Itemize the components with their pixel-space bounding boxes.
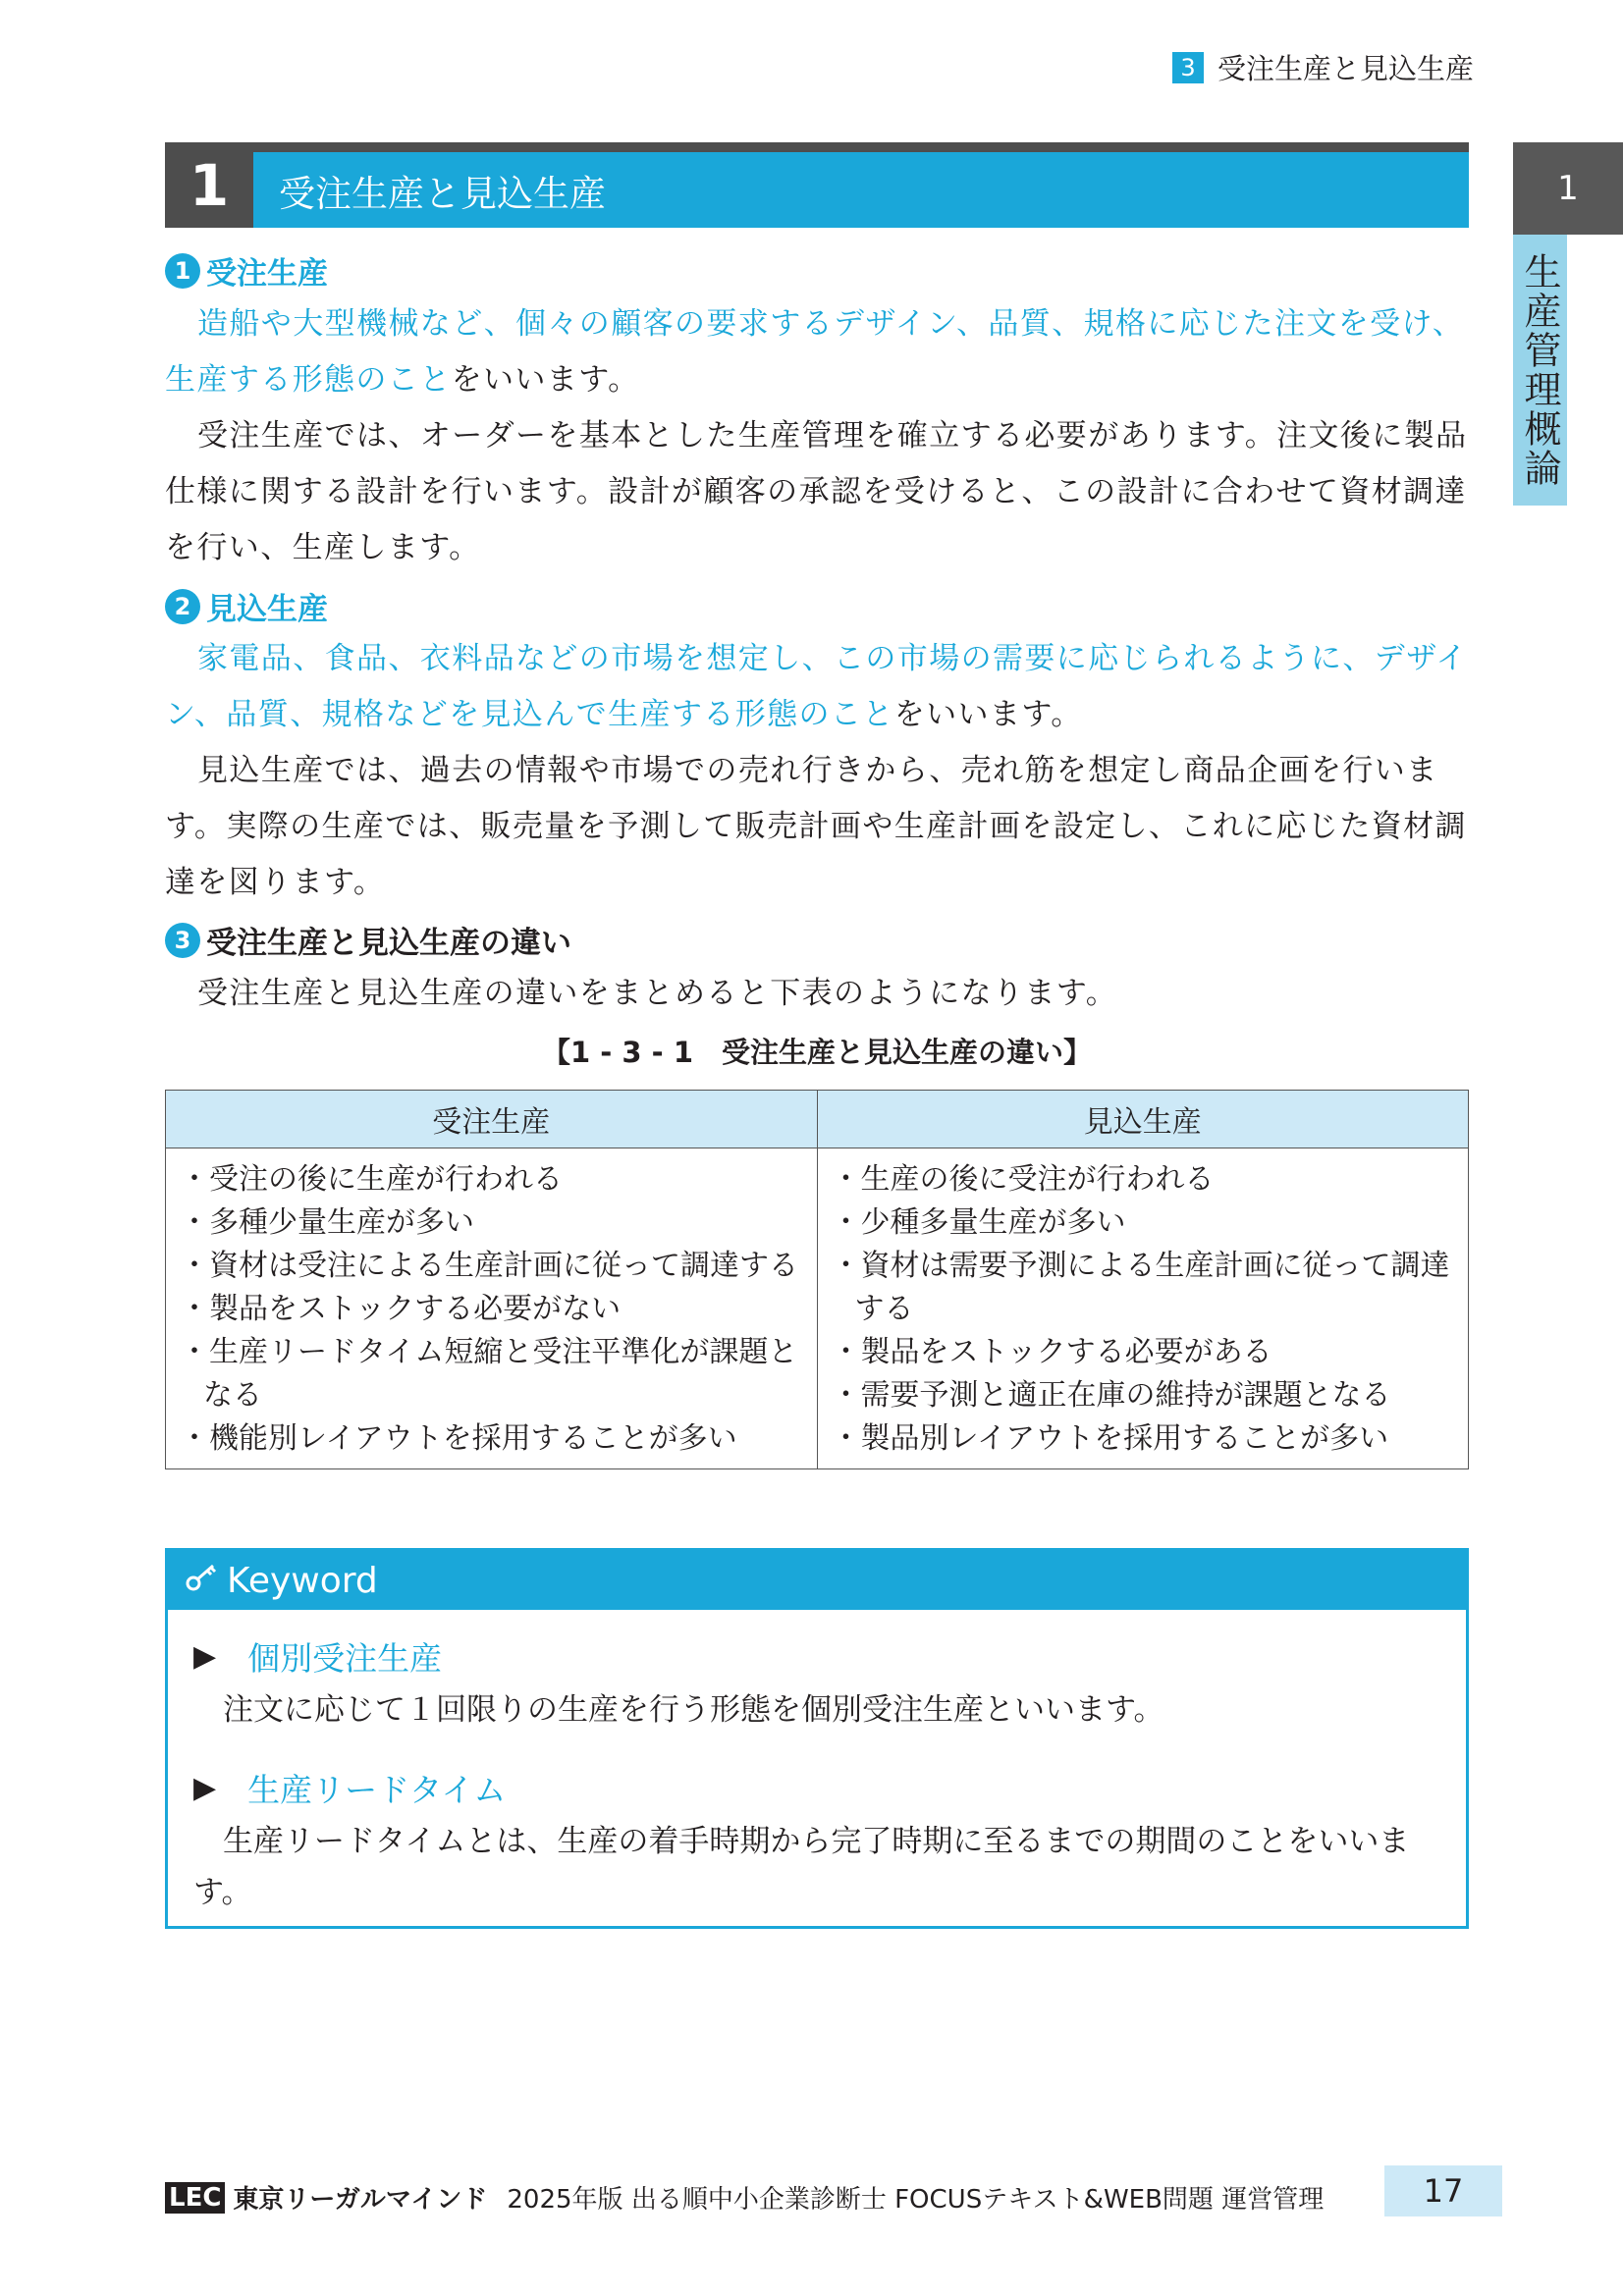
section-title: 受注生産と見込生産	[253, 152, 1469, 228]
list-item: ・製品をストックする必要がない	[180, 1292, 622, 1326]
chapter-tab	[1513, 142, 1623, 506]
sub2-paragraph-2: 見込生産では、過去の情報や市場での売れ行きから、売れ筋を想定し商品企画を行います。実際の生産では、販売量を予測して販売計画や生産計画を設定し、これに応じた資材調達を図ります。	[165, 753, 1467, 900]
list-item: ・少種多量生産が多い	[831, 1205, 1126, 1240]
section-rule	[165, 142, 1469, 152]
book-title: 2025年版 出る順中小企業診断士 FOCUSテキスト&WEB問題 運営管理	[507, 2185, 1325, 2215]
chapter-number: 1	[1513, 142, 1623, 235]
list-item: ・受注の後に生産が行われる	[180, 1162, 563, 1197]
keyword-text-2: 生産リードタイムとは、生産の着手時期から完了時期に至るまでの期間のことをいいます。	[193, 1824, 1410, 1910]
section-heading	[165, 142, 1469, 228]
lec-logo	[165, 2182, 227, 2214]
sub1-paragraph-2: 受注生産では、オーダーを基本とした生産管理を確立する必要があります。注文後に製品仕様に関する設計を行います。設計が顧客の承認を受けると、この設計に合わせて資材調達を行い、生産します。	[165, 418, 1468, 565]
keyword-term-2-label: 生産リードタイム	[247, 1771, 507, 1809]
list-item: ・製品別レイアウトを採用することが多い	[831, 1421, 1389, 1456]
running-header-number: 3	[1172, 52, 1204, 83]
chapter-title: 生産管理概論	[1513, 235, 1567, 506]
table-header-make-to-stock: 見込生産	[817, 1091, 1469, 1148]
list-item: ・製品をストックする必要がある	[831, 1335, 1272, 1369]
key-icon	[186, 1561, 219, 1601]
running-header	[1172, 47, 1474, 87]
sub1-paragraph-1	[165, 296, 1469, 408]
subheading-3-title: 受注生産と見込生産の違い	[206, 926, 571, 961]
running-header-title: 受注生産と見込生産	[1217, 52, 1474, 85]
list-item: ・資材は受注による生産計画に従って調達する	[180, 1249, 798, 1283]
triangle-right-icon: ▶	[193, 1639, 217, 1674]
subheading-3	[165, 918, 571, 962]
sub2-definition-tail: をいいます。	[893, 697, 1083, 732]
page-number: 17	[1384, 2165, 1502, 2216]
keyword-box	[165, 1548, 1469, 1929]
circle-number-3: 3	[165, 923, 200, 958]
sub3-body	[165, 966, 1469, 1022]
triangle-right-icon: ▶	[193, 1771, 217, 1805]
sub2-definition: 家電品、食品、衣料品などの市場を想定し、この市場の需要に応じられるように、デザイン、品質、規格などを見込んで生産する形態のこと	[165, 641, 1468, 732]
company-name: 東京リーガルマインド	[233, 2185, 488, 2215]
table-header-made-to-order: 受注生産	[166, 1091, 818, 1148]
table-row	[166, 1148, 1469, 1469]
keyword-text-1: 注文に応じて１回限りの生産を行う形態を個別受注生産といいます。	[223, 1692, 1164, 1728]
sub2-body	[165, 631, 1469, 911]
comparison-table	[165, 1090, 1469, 1469]
circle-number-2: 2	[165, 589, 200, 624]
table-header-row	[166, 1091, 1469, 1148]
keyword-term-1-label: 個別受注生産	[247, 1639, 443, 1678]
subheading-1-title: 受注生産	[206, 256, 328, 292]
sub1-definition: 造船や大型機械など、個々の顧客の要求するデザイン、品質、規格に応じた注文を受け、生産する形態のこと	[165, 306, 1465, 398]
section-number: 1	[165, 142, 253, 228]
circle-number-1: 1	[165, 253, 200, 289]
list-item: ・機能別レイアウトを採用することが多い	[180, 1421, 737, 1456]
keyword-header	[168, 1551, 1466, 1610]
keyword-term-2	[193, 1765, 506, 1811]
list-item: ・需要予測と適正在庫の維持が課題となる	[831, 1378, 1391, 1413]
sub3-paragraph-1: 受注生産と見込生産の違いをまとめると下表のようになります。	[197, 976, 1118, 1011]
subheading-2	[165, 584, 328, 628]
sub2-paragraph-1	[165, 631, 1469, 743]
list-item: ・生産リードタイム短縮と受注平準化が課題となる	[180, 1335, 798, 1413]
footer-publisher	[165, 2179, 1324, 2216]
sub1-body	[165, 296, 1469, 576]
list-item: ・多種少量生産が多い	[180, 1205, 474, 1240]
table-cell-make-to-stock	[817, 1148, 1469, 1469]
lec-logo-text: LEC	[165, 2182, 225, 2214]
table-cell-made-to-order	[166, 1148, 818, 1469]
list-item: ・生産の後に受注が行われる	[831, 1162, 1215, 1197]
table-caption: 【1 - 3 - 1 受注生産と見込生産の違い】	[542, 1036, 1092, 1069]
subheading-1	[165, 248, 328, 293]
keyword-heading: Keyword	[227, 1560, 378, 1601]
subheading-2-title: 見込生産	[206, 592, 328, 627]
sub1-definition-tail: をいいます。	[451, 362, 640, 398]
list-item: ・資材は需要予測による生産計画に従って調達する	[831, 1249, 1450, 1326]
keyword-term-1	[193, 1633, 442, 1680]
